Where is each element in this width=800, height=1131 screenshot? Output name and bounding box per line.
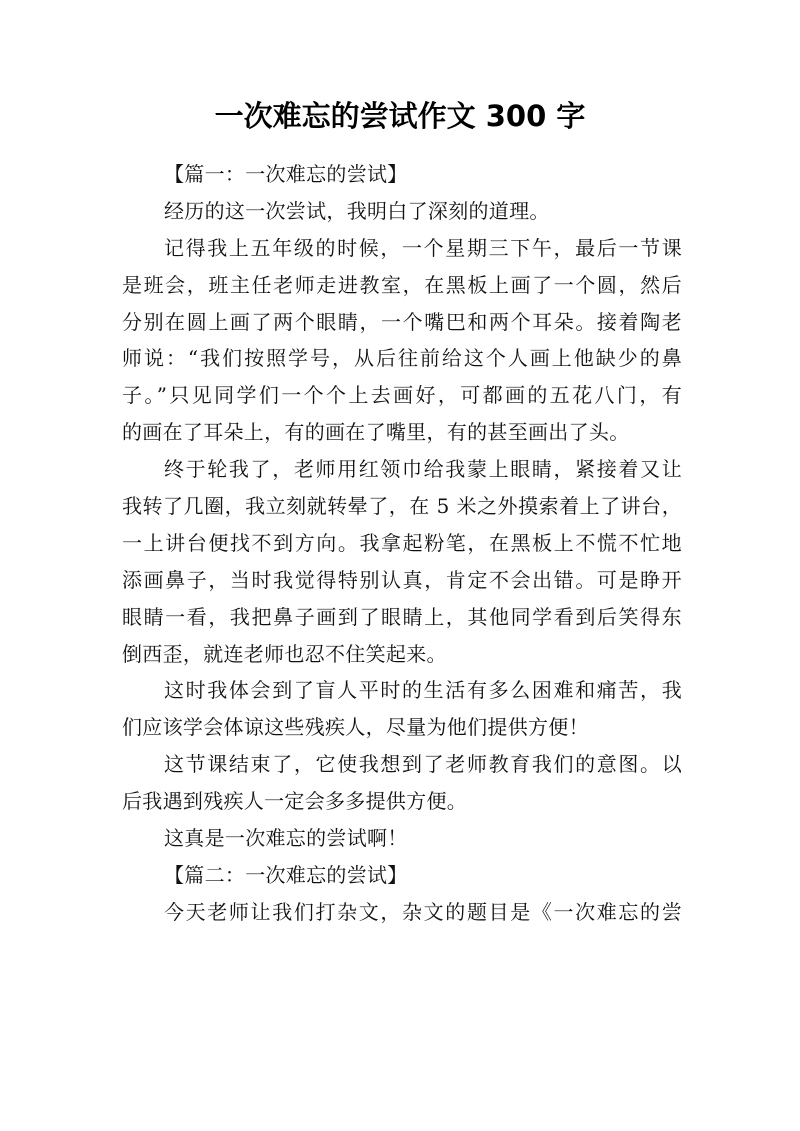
document-body [122,156,682,931]
text-line: 师说：“我们按照学号，从后往前给这个人画上他缺少的鼻 [122,346,682,371]
text-line: 子。”只见同学们一个个上去画好，可都画的五花八门，有 [122,383,682,408]
text-line: 终于轮我了，老师用红领巾给我蒙上眼睛，紧接着又让 [164,457,682,482]
text-line: 这时我体会到了盲人平时的生活有多么困难和痛苦，我 [164,678,682,703]
text-line: 眼睛一看，我把鼻子画到了眼睛上，其他同学看到后笑得东 [122,604,682,629]
text-line: 【篇一：一次难忘的尝试】 [164,162,408,186]
text-line: 记得我上五年级的时候，一个星期三下午，最后一节课 [164,235,682,260]
text-line: 今天老师让我们打杂文，杂文的题目是《一次难忘的尝 [164,899,682,924]
text-line: 经历的这一次尝试，我明白了深刻的道理。 [164,198,550,223]
text-line: 是班会，班主任老师走进教室，在黑板上画了一个圆，然后 [122,272,682,297]
text-line: 分别在圆上画了两个眼睛，一个嘴巴和两个耳朵。接着陶老 [122,309,682,334]
text-line: 们应该学会体谅这些残疾人，尽量为他们提供方便！ [122,715,589,740]
text-line: 一上讲台便找不到方向。我拿起粉笔，在黑板上不慌不忙地 [122,530,682,555]
text-line: 这真是一次难忘的尝试啊！ [164,826,408,851]
text-line: 【篇二：一次难忘的尝试】 [164,862,408,887]
text-line: 添画鼻子，当时我觉得特别认真，肯定不会出错。可是睁开 [122,567,682,592]
text-line: 后我遇到残疾人一定会多多提供方便。 [122,789,468,814]
page-title: 一次难忘的尝试作文 300 字 [214,99,586,133]
text-line: 这节课结束了，它使我想到了老师教育我们的意图。以 [164,752,682,777]
text-line: 倒西歪，就连老师也忍不住笑起来。 [122,641,447,666]
text-line: 我转了几圈，我立刻就转晕了，在 5 米之外摸索着上了讲台， [122,494,682,519]
text-line: 的画在了耳朵上，有的画在了嘴里，有的甚至画出了头。 [122,420,630,445]
